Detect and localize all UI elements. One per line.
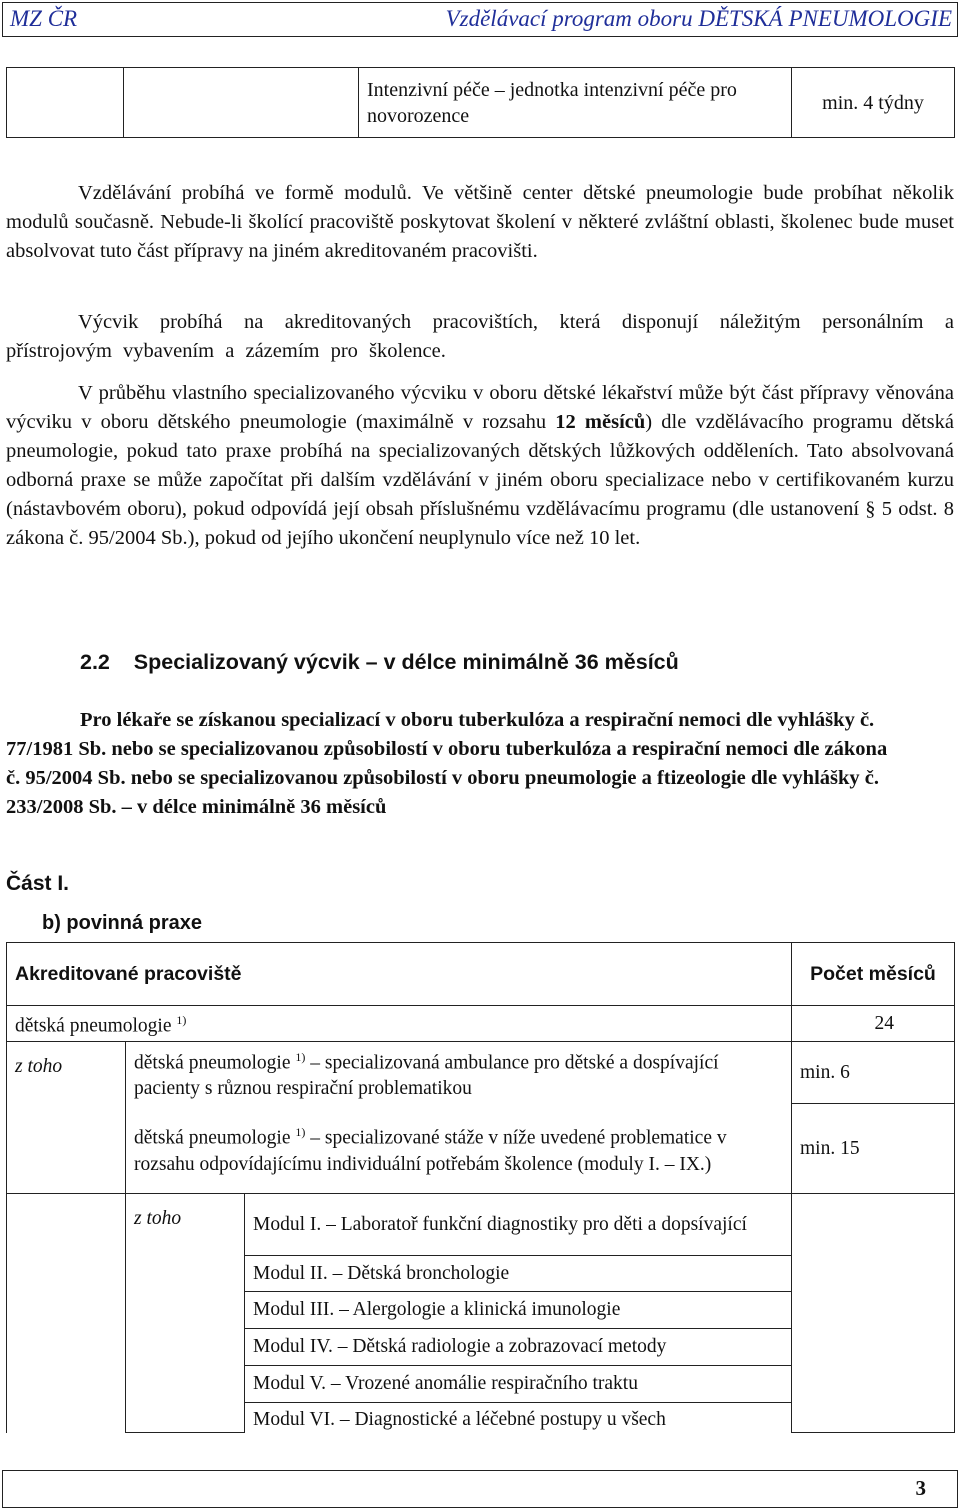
top-table-label: Intenzivní péče – jednotka intenzivní péče pro novorozence	[359, 68, 792, 138]
spacer-cell	[7, 1366, 126, 1403]
spacer-cell	[7, 1329, 126, 1366]
module-3: Modul III. – Alergologie a klinická imunologie	[245, 1292, 792, 1329]
sub1-b: – specializovaná ambulance pro dětské a dospívající pacienty s různou respirační problematikou	[134, 1052, 719, 1099]
module-5: Modul V. – Vrozené anomálie respiračního traktu	[245, 1366, 792, 1403]
row-main-value: 24	[792, 1006, 955, 1042]
section-heading	[80, 650, 679, 675]
header-program-title: Vzdělávací program oboru DĚTSKÁ PNEUMOLOGIE	[445, 6, 952, 31]
paragraph-previous-training-b: ) dle vzdělávacího programu dětská pneumologie, pokud tato praxe probíhá na specializovaných dětských lůžkových odděleních. Tato absolvovaná odborná praxe se může započítat při dalším vzdělávání v jiném oboru specializace nebo v certifikovaném kurzu (nástavbovém oboru), pokud odpovídá její obsah příslušnému vzdělávacímu programu (dle ustanovení § 5 odst. 8 zákona č. 95/2004 Sb.), pokud od jejího ukončení neuplynulo více než 10 let.	[6, 411, 954, 549]
row-main-label: dětská pneumologie	[15, 1015, 172, 1037]
sub-internships	[126, 1104, 792, 1194]
top-table-duration: min. 4 týdny	[792, 68, 955, 138]
sub2-sup: 1)	[295, 1125, 306, 1139]
paragraph-previous-training-bold: 12 měsíců	[555, 411, 646, 433]
module-2: Modul II. – Dětská bronchologie	[245, 1256, 792, 1292]
module-4: Modul IV. – Dětská radiologie a zobrazovací metody	[245, 1329, 792, 1366]
z-toho-label: z toho	[7, 1042, 126, 1194]
module-6: Modul VI. – Diagnostické a léčebné postupy u všech	[245, 1403, 792, 1433]
sub1-a: dětská pneumologie	[134, 1052, 291, 1073]
sub-ambulance	[126, 1042, 792, 1104]
practice-table	[6, 942, 955, 1433]
row-pediatric-pneumology	[7, 1006, 792, 1042]
section-number: 2.2	[80, 650, 110, 674]
paragraph-accredited: Výcvik probíhá na akreditovaných pracovištích, která disponují náležitým personálním a přístrojovým vybavením a zázemím pro školence.	[6, 311, 954, 362]
module-1: Modul I. – Laboratoř funkční diagnostiky pro děti a dopsívající	[245, 1194, 792, 1256]
header-ministry: MZ ČR	[10, 6, 78, 31]
table-header-months: Počet měsíců	[792, 943, 955, 1006]
top-table	[6, 67, 955, 138]
table-header-workplace-text: Akreditované pracoviště	[15, 963, 242, 985]
section-eligibility-text: Pro lékaře se získanou specializací v oboru tuberkulóza a respirační nemoci dle vyhlášky č. 77/1981 Sb. nebo se specializovanou způsobilostí v oboru tuberkulóza a respirační nemoci dle zákona č. 95/2004 Sb. nebo se specializovanou způsobilostí v oboru pneumologie a ftizeologie dle vyhlášky č. 233/2008 Sb. – v délce minimálně 36 měsíců	[6, 709, 888, 818]
part-heading: Část I.	[6, 872, 70, 895]
paragraph-previous-training-a: V průběhu vlastního specializovaného výcviku v oboru dětské lékařství může být část přípravy věnována výcviku v oboru dětského pneumologie (maximálně v rozsahu	[6, 382, 954, 433]
section-title: Specializovaný výcvik – v délce minimálně 36 měsíců	[133, 650, 679, 674]
paragraph-modules: Vzdělávání probíhá ve formě modulů. Ve většině center dětské pneumologie bude probíhat několik modulů současně. Nebude-li školící pracoviště poskytovat školení v některé zvláštní oblasti, školenec bude muset absolvovat tuto část přípravy na jiném akreditovaném pracovišti.	[6, 182, 954, 262]
sub1-sup: 1)	[295, 1049, 306, 1064]
spacer-cell	[7, 1403, 126, 1433]
row-main-sup: 1)	[176, 1013, 187, 1028]
top-table-empty-2	[124, 68, 359, 138]
page-number: 3	[915, 1476, 926, 1500]
spacer-cell	[7, 1256, 126, 1292]
mandatory-practice-heading: b) povinná praxe	[42, 912, 203, 934]
spacer-cell	[7, 1194, 126, 1256]
sub2-value: min. 15	[792, 1104, 955, 1194]
top-table-empty-1	[7, 68, 124, 138]
spacer-cell	[7, 1292, 126, 1329]
paragraph-previous-training	[6, 379, 954, 553]
sub2-b: – specializované stáže v níže uvedené problematice v rozsahu odpovídajícímu individuální potřebám školence (moduly I. – IX.)	[134, 1127, 727, 1175]
modules-value-empty	[792, 1194, 955, 1433]
sub2-a: dětská pneumologie	[134, 1127, 291, 1149]
table-header-workplace	[7, 943, 792, 1006]
z-toho-label-2: z toho	[126, 1194, 245, 1433]
sub1-value: min. 6	[792, 1042, 955, 1104]
page-footer-frame	[2, 1470, 958, 1508]
